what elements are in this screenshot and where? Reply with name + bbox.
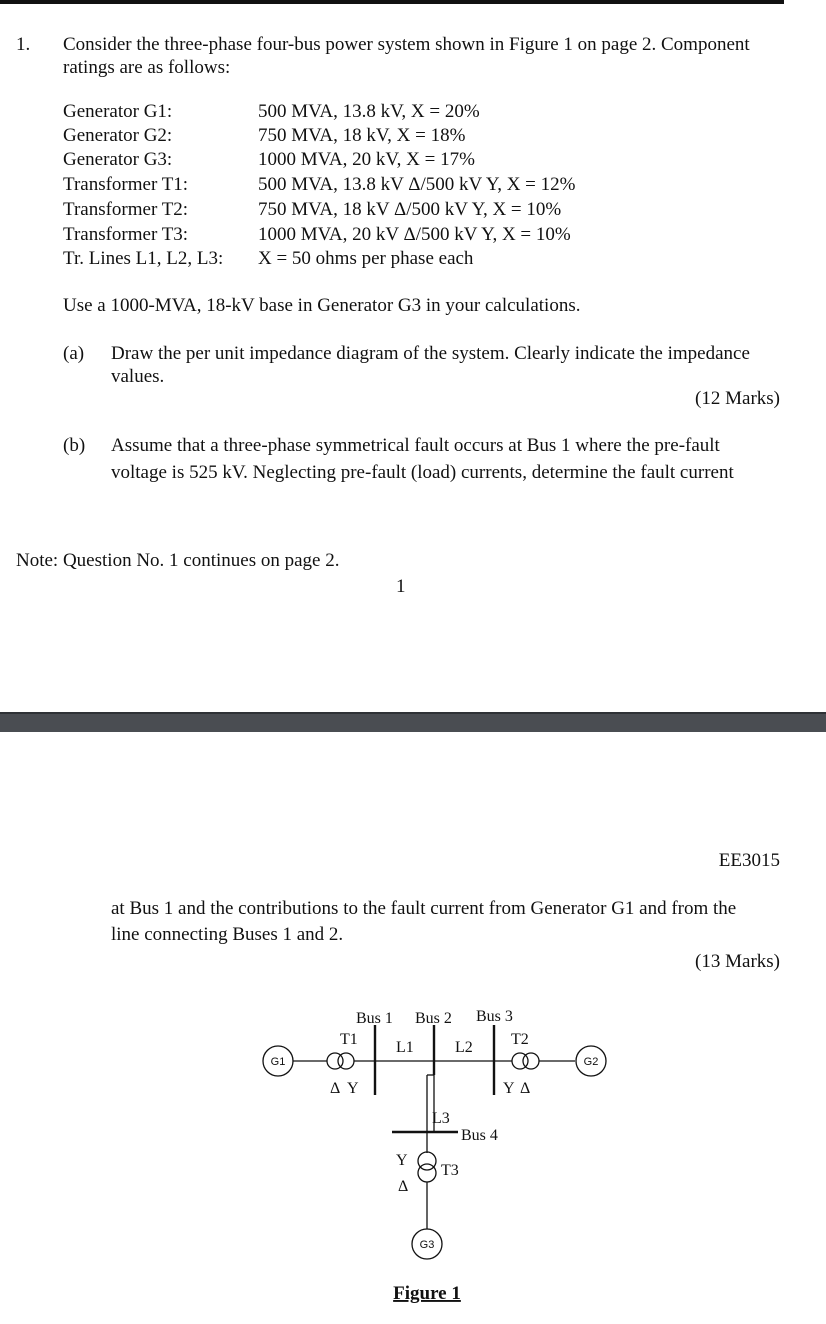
page-separator <box>0 712 826 732</box>
continuation-line-1: at Bus 1 and the contributions to the fault current from Generator G1 and from the <box>111 898 737 919</box>
spec-value: 500 MVA, 13.8 kV Δ/500 kV Y, X = 12% <box>258 174 576 195</box>
spec-label: Generator G1: <box>63 101 173 122</box>
continuation-note: Note: Question No. 1 continues on page 2. <box>16 550 340 571</box>
part-b-label: (b) <box>63 435 86 456</box>
spec-value: 1000 MVA, 20 kV, X = 17% <box>258 149 475 170</box>
spec-row <box>63 248 763 272</box>
t1-label: T1 <box>340 1031 358 1048</box>
figure-caption: Figure 1 <box>393 1283 461 1304</box>
spec-value: X = 50 ohms per phase each <box>258 248 474 269</box>
g3-label: G3 <box>419 1239 435 1251</box>
base-instruction: Use a 1000-MVA, 18-kV base in Generator G3 in your calculations. <box>63 295 581 316</box>
part-b-line-1: Assume that a three-phase symmetrical fault occurs at Bus 1 where the pre-fault <box>111 435 720 456</box>
transformer-t1-winding <box>338 1053 354 1069</box>
top-rule <box>0 0 784 4</box>
spec-value: 750 MVA, 18 kV, X = 18% <box>258 125 466 146</box>
t2-label: T2 <box>511 1031 529 1048</box>
transformer-t3-winding <box>418 1164 436 1182</box>
bus-3-label: Bus 3 <box>476 1008 513 1025</box>
spec-row <box>63 125 763 149</box>
l3-label: L3 <box>432 1110 450 1127</box>
spec-value: 1000 MVA, 20 kV Δ/500 kV Y, X = 10% <box>258 224 571 245</box>
spec-label: Transformer T3: <box>63 224 189 245</box>
spec-row <box>63 224 763 248</box>
spec-value: 500 MVA, 13.8 kV, X = 20% <box>258 101 480 122</box>
t1-wye-symbol: Y <box>347 1080 359 1097</box>
t1-delta-symbol: Δ <box>330 1080 341 1097</box>
transformer-t2-winding <box>523 1053 539 1069</box>
spec-row <box>63 149 763 173</box>
t3-label: T3 <box>441 1162 459 1179</box>
spec-label: Generator G2: <box>63 125 173 146</box>
intro-line-1: Consider the three-phase four-bus power system shown in Figure 1 on page 2. Component <box>63 34 750 55</box>
spec-row <box>63 174 763 198</box>
intro-line-2: ratings are as follows: <box>63 57 231 78</box>
t2-delta-symbol: Δ <box>520 1080 531 1097</box>
bus-1-label: Bus 1 <box>356 1010 393 1027</box>
part-b-line-2: voltage is 525 kV. Neglecting pre-fault (load) currents, determine the fault current <box>111 462 734 483</box>
part-b-marks: (13 Marks) <box>695 951 780 972</box>
one-line-diagram <box>0 995 826 1315</box>
course-code: EE3015 <box>718 850 780 871</box>
bus-4-label: Bus 4 <box>461 1127 498 1144</box>
g2-label: G2 <box>583 1056 599 1068</box>
spec-value: 750 MVA, 18 kV Δ/500 kV Y, X = 10% <box>258 199 562 220</box>
part-a-line-2: values. <box>111 366 165 387</box>
g1-label: G1 <box>270 1056 286 1068</box>
t2-wye-symbol: Y <box>503 1080 515 1097</box>
t3-delta-symbol: Δ <box>398 1178 409 1195</box>
spec-label: Transformer T1: <box>63 174 189 195</box>
continuation-line-2: line connecting Buses 1 and 2. <box>111 924 344 945</box>
part-a-label: (a) <box>63 343 85 364</box>
spec-row <box>63 199 763 223</box>
t3-wye-symbol: Y <box>396 1152 408 1169</box>
spec-row <box>63 101 763 125</box>
l1-label: L1 <box>396 1039 414 1056</box>
l2-label: L2 <box>455 1039 473 1056</box>
bus-2-label: Bus 2 <box>415 1010 452 1027</box>
spec-label: Tr. Lines L1, L2, L3: <box>63 248 224 269</box>
part-a-marks: (12 Marks) <box>695 388 780 409</box>
question-number: 1. <box>16 34 31 55</box>
page-number: 1 <box>396 576 406 597</box>
spec-label: Generator G3: <box>63 149 173 170</box>
part-a-line-1: Draw the per unit impedance diagram of the system. Clearly indicate the impedance <box>111 343 750 364</box>
spec-label: Transformer T2: <box>63 199 189 220</box>
